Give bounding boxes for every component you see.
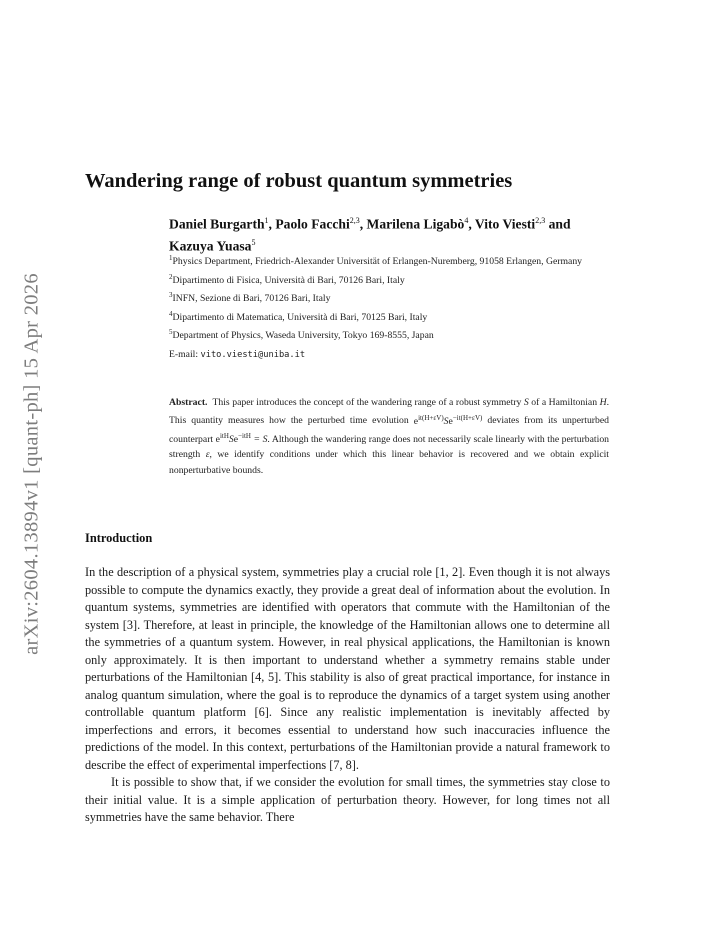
author-affiliation-mark: 5 [251, 237, 256, 247]
affiliation-item [169, 270, 614, 289]
affiliation-item [169, 288, 614, 307]
arxiv-identifier-text: arXiv:2604.13894v1 [quant-ph] 15 Apr 2026 [20, 273, 43, 655]
affiliation-item [169, 325, 614, 344]
affiliation-text: Department of Physics, Waseda University, Tokyo 169-8555, Japan [172, 330, 434, 342]
math-exponent: it(H+εV) [418, 413, 444, 422]
math-exponent: −itH [238, 431, 251, 440]
math-equality: = S [253, 434, 268, 446]
affiliation-mark: 5 [169, 328, 173, 337]
affiliation-item [169, 251, 614, 270]
author-affiliation-mark: 2,3 [535, 216, 546, 225]
abstract [169, 395, 609, 478]
contact-email [169, 349, 614, 360]
abstract-text: This paper introduces the concept of the wandering range of a robust symmetry [212, 397, 522, 408]
author-name: Paolo Facchi [275, 216, 350, 232]
abstract-text: of a Hamiltonian [531, 397, 598, 408]
author-name: Daniel Burgarth [169, 216, 265, 232]
author-affiliation-mark: 2,3 [349, 216, 360, 225]
affiliation-mark: 2 [169, 272, 173, 281]
math-exponent: −it(H+εV) [452, 413, 483, 422]
author-affiliation-mark: 1 [264, 216, 269, 225]
email-address[interactable]: vito.viesti@uniba.it [200, 350, 306, 360]
affiliation-mark: 3 [169, 291, 173, 300]
section-heading: Introduction [85, 531, 153, 545]
author-name: Vito Viesti [474, 216, 536, 232]
math-symbol: S [228, 434, 234, 446]
math-symbol: ε [205, 449, 210, 461]
math-symbol: S [523, 397, 529, 408]
affiliation-list [169, 251, 614, 344]
affiliation-text: Physics Department, Friedrich-Alexander Universität of Erlangen-Nuremberg, 91058 Erlangen, Germany [172, 256, 583, 268]
math-symbol: S [443, 415, 449, 427]
arxiv-identifier [10, 244, 54, 684]
math-exponent: itH [219, 431, 229, 440]
math-symbol: H [599, 397, 607, 408]
abstract-heading: Abstract. [169, 397, 208, 408]
perturbed-evolution-formula: $e^{it(H+\varepsilon V)}Se^{-it(H+\varepsilon V)}$ [413, 413, 483, 427]
abstract-text: deviates from its unperturbed counterpart [169, 415, 610, 446]
affiliation-mark: 4 [169, 309, 173, 318]
affiliation-text: INFN, Sezione di Bari, 70126 Bari, Italy [172, 293, 331, 305]
unperturbed-evolution-formula: $e^{itH}Se^{-itH} = S$ [215, 431, 268, 446]
author-conjunction: and [548, 216, 571, 232]
body-text [85, 564, 610, 827]
author-name: Kazuya Yuasa [169, 238, 252, 254]
abstract-text: . This quantity measures how the perturbed time evolution [169, 397, 609, 427]
affiliation-mark: 1 [169, 254, 173, 262]
affiliation-text: Dipartimento di Matematica, Università di Bari, 70125 Bari, Italy [172, 311, 428, 323]
author-name: Marilena Ligabò [366, 216, 465, 232]
affiliation-item [169, 307, 614, 326]
paper-title: Wandering range of robust quantum symmetries [85, 170, 513, 192]
abstract-text: . Although the wandering range does not necessarily scale linearly with the perturbation strength [169, 434, 610, 461]
author-list: Daniel Burgarth$^1$, Paolo Facchi$^{2,3}$, Marilena Ligabò$^4$, Vito Viesti$^{2,3}$ and Kazuya Yuasa$^5$ [169, 216, 571, 254]
body-paragraph: In the description of a physical system, symmetries play a crucial role [1, 2]. Even though it is not always possible to compute the dynamics exactly, they provide a great deal of information about the evolution. In quantum systems, symmetries are identified with operators that commute with the Hamiltonian of the system [3]. Therefore, at least in principle, the knowledge of the Hamiltonian allows one to determine all the symmetries of a quantum system. However, in real physical applications, the Hamiltonian is known only approximately. It is then important to understand whether a symmetry remains stable under perturbations of the Hamiltonian [4, 5]. This stability is also of great practical importance, for instance in analog quantum simulation, where the goal is to reproduce the dynamics of a target system using another controllable quantum platform [6]. Since any realistic implementation is inevitably affected by imperfections and errors, it becomes essential to understand how such inaccuracies influence the predictions of the model. In this context, perturbations of the Hamiltonian provide a natural framework to describe the effect of experimental imperfections [7, 8]. [85, 565, 610, 772]
author-affiliation-mark: 4 [464, 216, 469, 225]
abstract-text: , we identify conditions under which this linear behavior is recovered and we obtain explicit nonperturbative bounds. [169, 449, 609, 476]
affiliation-text: Dipartimento di Fisica, Università di Bari, 70126 Bari, Italy [172, 274, 405, 286]
body-paragraph: It is possible to show that, if we consider the evolution for small times, the symmetries stay close to their initial value. It is a simple application of perturbation theory. However, for long times not all symmetries have the same behavior. There [85, 775, 610, 824]
email-label: E-mail: [169, 349, 199, 360]
